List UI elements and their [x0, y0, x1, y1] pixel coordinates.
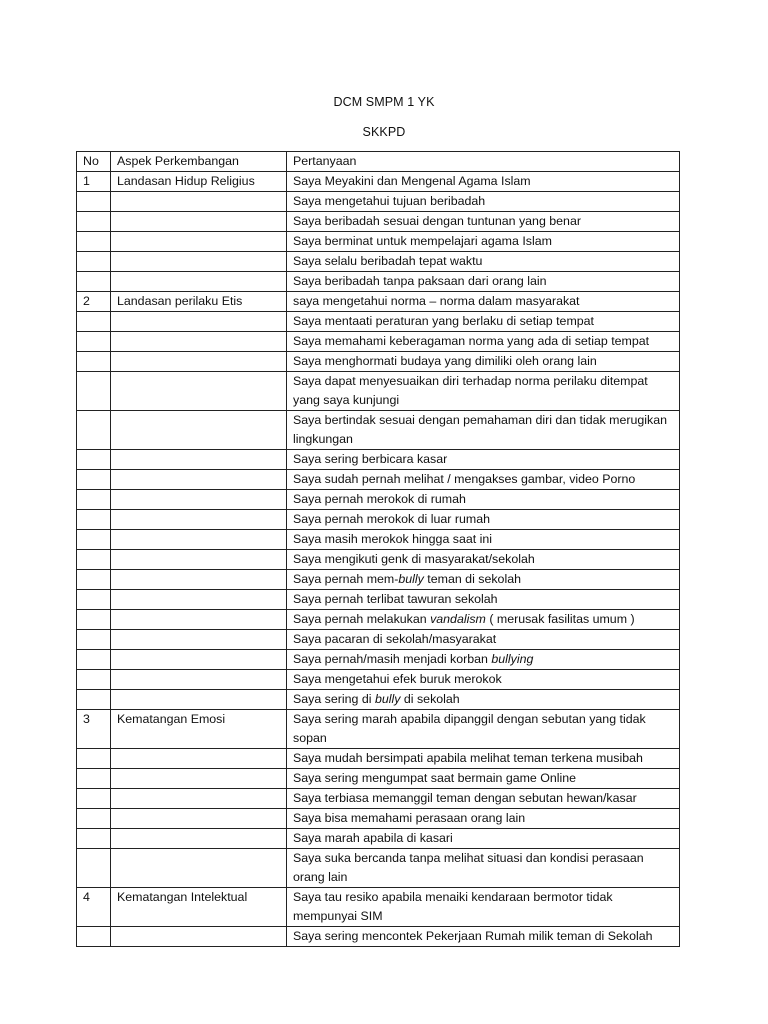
row-no [77, 490, 111, 510]
row-no [77, 272, 111, 292]
table-row [77, 630, 680, 650]
table-row [77, 332, 680, 352]
table-row [77, 769, 680, 789]
row-pertanyaan: Saya masih merokok hingga saat ini [287, 530, 680, 550]
row-pertanyaan: Saya memahami keberagaman norma yang ada di setiap tempat [287, 332, 680, 352]
row-aspek [111, 232, 287, 252]
table-row [77, 849, 680, 888]
row-no [77, 630, 111, 650]
question-text: Saya pernah melakukan [293, 612, 431, 626]
row-no: 4 [77, 888, 111, 927]
row-pertanyaan: Saya mengetahui efek buruk merokok [287, 670, 680, 690]
question-emphasis: vandalism [430, 612, 486, 626]
row-pertanyaan: Saya beribadah tanpa paksaan dari orang lain [287, 272, 680, 292]
row-aspek [111, 372, 287, 411]
row-pertanyaan: Saya suka bercanda tanpa melihat situasi dan kondisi perasaan orang lain [287, 849, 680, 888]
row-pertanyaan: Saya pernah merokok di rumah [287, 490, 680, 510]
row-aspek [111, 252, 287, 272]
row-pertanyaan: Saya berminat untuk mempelajari agama Islam [287, 232, 680, 252]
row-no [77, 530, 111, 550]
row-no [77, 470, 111, 490]
row-no [77, 352, 111, 372]
row-no [77, 650, 111, 670]
question-text-end: ( merusak fasilitas umum ) [485, 612, 635, 626]
row-pertanyaan [287, 610, 680, 630]
row-aspek: Kematangan Intelektual [111, 888, 287, 927]
row-pertanyaan [287, 690, 680, 710]
row-pertanyaan: Saya terbiasa memanggil teman dengan sebutan hewan/kasar [287, 789, 680, 809]
row-aspek [111, 650, 287, 670]
row-pertanyaan: Saya sering berbicara kasar [287, 450, 680, 470]
row-no [77, 450, 111, 470]
table-header-row [77, 152, 680, 172]
table-row [77, 610, 680, 630]
header-no: No [77, 152, 111, 172]
row-no [77, 749, 111, 769]
row-pertanyaan: saya mengetahui norma – norma dalam masyarakat [287, 292, 680, 312]
row-aspek [111, 849, 287, 888]
table-row [77, 650, 680, 670]
question-text-end: teman di sekolah [423, 572, 521, 586]
table-row [77, 312, 680, 332]
row-aspek [111, 510, 287, 530]
table-row [77, 232, 680, 252]
table-row [77, 809, 680, 829]
row-aspek: Kematangan Emosi [111, 710, 287, 749]
row-aspek [111, 312, 287, 332]
document-title: DCM SMPM 1 YK [333, 95, 435, 109]
row-pertanyaan: Saya Meyakini dan Mengenal Agama Islam [287, 172, 680, 192]
row-no: 1 [77, 172, 111, 192]
row-pertanyaan [287, 650, 680, 670]
row-no [77, 372, 111, 411]
table-row [77, 272, 680, 292]
row-no [77, 590, 111, 610]
row-no [77, 312, 111, 332]
table-row [77, 292, 680, 312]
row-aspek [111, 470, 287, 490]
row-aspek [111, 590, 287, 610]
table-row [77, 888, 680, 927]
row-pertanyaan: Saya marah apabila di kasari [287, 829, 680, 849]
question-emphasis: bully [398, 572, 424, 586]
table-row [77, 470, 680, 490]
row-pertanyaan: Saya mudah bersimpati apabila melihat teman terkena musibah [287, 749, 680, 769]
table-row [77, 510, 680, 530]
table-row [77, 749, 680, 769]
row-aspek [111, 272, 287, 292]
row-pertanyaan: Saya tau resiko apabila menaiki kendaraan bermotor tidak mempunyai SIM [287, 888, 680, 927]
row-aspek [111, 927, 287, 947]
row-aspek [111, 352, 287, 372]
table-row [77, 450, 680, 470]
row-aspek [111, 690, 287, 710]
table-row [77, 252, 680, 272]
row-no: 3 [77, 710, 111, 749]
row-aspek [111, 570, 287, 590]
table-row [77, 829, 680, 849]
row-pertanyaan: Saya sering mengumpat saat bermain game Online [287, 769, 680, 789]
table-row [77, 172, 680, 192]
row-aspek [111, 670, 287, 690]
table-row [77, 192, 680, 212]
question-text: Saya sering di [293, 692, 375, 706]
row-aspek [111, 630, 287, 650]
question-text-end: di sekolah [400, 692, 460, 706]
row-aspek [111, 610, 287, 630]
row-no [77, 670, 111, 690]
row-no [77, 849, 111, 888]
table-row [77, 530, 680, 550]
row-pertanyaan: Saya pernah merokok di luar rumah [287, 510, 680, 530]
row-aspek [111, 789, 287, 809]
table-row [77, 212, 680, 232]
row-pertanyaan: Saya mengetahui tujuan beribadah [287, 192, 680, 212]
row-aspek [111, 809, 287, 829]
row-pertanyaan: Saya sudah pernah melihat / mengakses gambar, video Porno [287, 470, 680, 490]
table-row [77, 927, 680, 947]
row-no [77, 789, 111, 809]
row-no [77, 550, 111, 570]
row-no [77, 809, 111, 829]
row-no [77, 769, 111, 789]
row-aspek [111, 749, 287, 769]
row-pertanyaan: Saya sering mencontek Pekerjaan Rumah milik teman di Sekolah [287, 927, 680, 947]
row-no [77, 610, 111, 630]
table-row [77, 550, 680, 570]
row-pertanyaan: Saya bertindak sesuai dengan pemahaman diri dan tidak merugikan lingkungan [287, 411, 680, 450]
row-no [77, 252, 111, 272]
row-pertanyaan: Saya sering marah apabila dipanggil dengan sebutan yang tidak sopan [287, 710, 680, 749]
row-pertanyaan: Saya bisa memahami perasaan orang lain [287, 809, 680, 829]
row-no [77, 411, 111, 450]
row-aspek [111, 212, 287, 232]
row-aspek: Landasan Hidup Religius [111, 172, 287, 192]
table-row [77, 352, 680, 372]
row-no [77, 829, 111, 849]
row-aspek [111, 530, 287, 550]
row-no [77, 332, 111, 352]
row-pertanyaan: Saya menghormati budaya yang dimiliki oleh orang lain [287, 352, 680, 372]
row-aspek [111, 769, 287, 789]
row-pertanyaan: Saya mentaati peraturan yang berlaku di setiap tempat [287, 312, 680, 332]
question-emphasis: bullying [491, 652, 534, 666]
question-text: Saya pernah mem- [293, 572, 399, 586]
table-row [77, 670, 680, 690]
row-no [77, 212, 111, 232]
row-no [77, 510, 111, 530]
row-no [77, 570, 111, 590]
row-no [77, 690, 111, 710]
row-pertanyaan: Saya selalu beribadah tepat waktu [287, 252, 680, 272]
question-emphasis: bully [374, 692, 401, 706]
row-aspek [111, 829, 287, 849]
table-row [77, 411, 680, 450]
row-no: 2 [77, 292, 111, 312]
row-aspek [111, 490, 287, 510]
row-no [77, 192, 111, 212]
row-aspek [111, 192, 287, 212]
row-pertanyaan [287, 570, 680, 590]
table-row [77, 690, 680, 710]
table-row [77, 490, 680, 510]
row-no [77, 927, 111, 947]
question-text: Saya pernah/masih menjadi korban [293, 652, 492, 666]
row-aspek [111, 450, 287, 470]
row-pertanyaan: Saya mengikuti genk di masyarakat/sekolah [287, 550, 680, 570]
row-aspek [111, 411, 287, 450]
table-row [77, 372, 680, 411]
table-row [77, 570, 680, 590]
row-pertanyaan: Saya pacaran di sekolah/masyarakat [287, 630, 680, 650]
row-pertanyaan: Saya beribadah sesuai dengan tuntunan yang benar [287, 212, 680, 232]
table-row [77, 710, 680, 749]
row-pertanyaan: Saya pernah terlibat tawuran sekolah [287, 590, 680, 610]
row-aspek [111, 550, 287, 570]
document-subtitle: SKKPD [362, 125, 406, 139]
row-aspek: Landasan perilaku Etis [111, 292, 287, 312]
row-pertanyaan: Saya dapat menyesuaikan diri terhadap norma perilaku ditempat yang saya kunjungi [287, 372, 680, 411]
table-row [77, 590, 680, 610]
row-aspek [111, 332, 287, 352]
header-aspek: Aspek Perkembangan [111, 152, 287, 172]
table-body [77, 172, 680, 947]
header-pertanyaan: Pertanyaan [287, 152, 680, 172]
table-row [77, 789, 680, 809]
questionnaire-table [76, 151, 680, 947]
row-no [77, 232, 111, 252]
